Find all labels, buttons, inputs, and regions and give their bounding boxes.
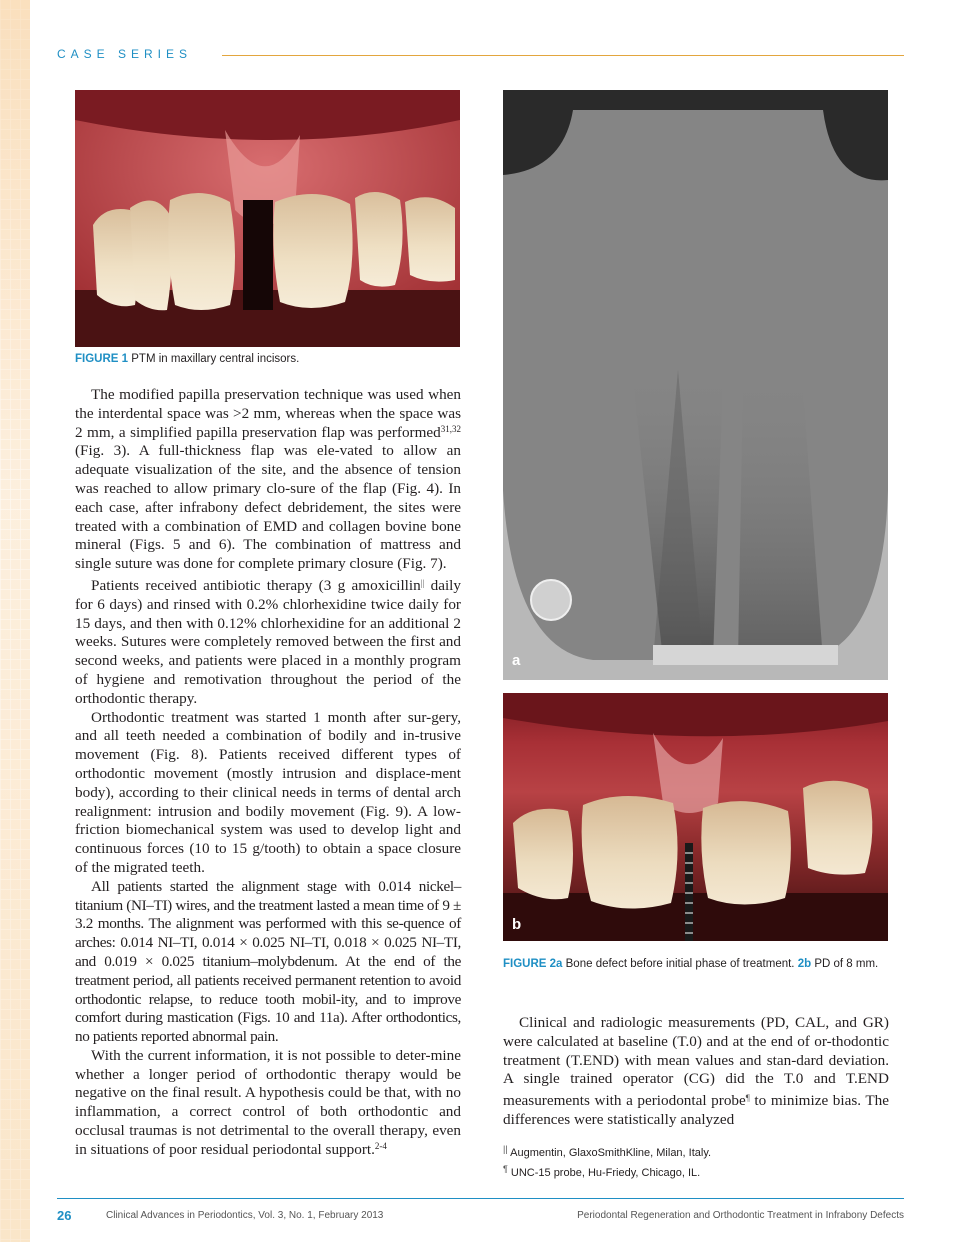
- footnote-mark: ¶: [745, 1093, 750, 1104]
- footnote: [503, 1161, 711, 1181]
- reference-superscript: 31,32: [440, 423, 461, 434]
- paragraph-text: Patients received antibiotic therapy (3 g amoxicillin: [91, 576, 421, 594]
- paragraph-text: The modified papilla preservation technique was used when the interdental space was >2 mm, whereas when the space was 2 mm, a simplified papilla preservation flap was performed: [75, 386, 461, 441]
- figure-1-illustration: [75, 90, 460, 347]
- figure-1-label: FIGURE 1: [75, 353, 129, 365]
- footnote-mark: ||: [420, 577, 425, 588]
- journal-citation: Clinical Advances in Periodontics, Vol. 3, No. 1, February 2013: [106, 1210, 384, 1221]
- figure-2a-illustration: [503, 90, 888, 680]
- figure-1-caption: [75, 353, 299, 365]
- paragraph: [75, 386, 461, 574]
- header-rule: [222, 55, 904, 56]
- figure-2-caption: [503, 958, 878, 970]
- footer-rule: [57, 1198, 904, 1199]
- panel-b-letter: b: [512, 916, 522, 933]
- figure-1-clinical-photo: [75, 90, 460, 347]
- paragraph: [75, 1047, 461, 1160]
- figure-2b-label: 2b: [797, 958, 812, 970]
- paragraph: Orthodontic treatment was started 1 month after sur-gery, and all teeth needed a combination of bodily and in-trusive movement (Fig. 8). Patients received different types of orthodontic movement (mostly intrusion and displace-ment body), according to their clinical needs in terms of dental arch realignment: intrusion and bodily movement (Fig. 9). A low-friction biomechanical system was used to develop light and continuous forces (10 to 15 g/tooth) to obtain a space closure of the migrated teeth.: [75, 708, 461, 876]
- paragraph-text: With the current information, it is not possible to deter-mine whether a longer period of orthodontic therapy would be negative on the final result. A hypothesis could be that, with no inflammation, a correct control of both orthodontic and occlusal traumas is not detrimental to the overall therapy, even in situations of poor residual periodontal support.: [75, 1046, 461, 1158]
- footnote-text: Augmentin, GlaxoSmithKline, Milan, Italy.: [510, 1147, 712, 1159]
- paragraph: All patients started the alignment stage with 0.014 nickel–titanium (NI–TI) wires, and the treatment lasted a mean time of 9 ± 3.2 months. The alignment was performed with this se-quence of arches: 0.014 NI–TI, 0.014 × 0.025 NI–TI, 0.018 × 0.025 NI–TI, and 0.019 × 0.025 titanium–molybdenum. At the end of the treatment period, all patients received permanent retention to avoid orthodontic relapse, to reduce tooth mobil-ity, and to improve comfort during mastication (Figs. 10 and 11a). After orthodontics, no patients reported abnormal pain.: [75, 877, 461, 1046]
- margin-decoration-strip: [0, 0, 30, 1242]
- figure-2a-label: FIGURE 2a: [503, 958, 563, 970]
- figure-2a-caption-text: Bone defect before initial phase of treatment.: [565, 958, 795, 970]
- panel-a-letter: a: [512, 652, 521, 669]
- footnote-text: UNC-15 probe, Hu-Friedy, Chicago, IL.: [510, 1167, 701, 1179]
- left-column-body: [75, 386, 461, 1160]
- footnote-mark: ¶: [503, 1164, 508, 1174]
- footnote: [503, 1141, 711, 1161]
- figure-2b-caption-text: PD of 8 mm.: [814, 958, 879, 970]
- footnotes: [503, 1141, 711, 1181]
- figure-1-caption-text: PTM in maxillary central incisors.: [131, 353, 300, 365]
- paragraph-text: to minimize bias. The differences were statistically analyzed: [503, 1092, 889, 1128]
- right-column-body: [503, 1014, 889, 1130]
- running-title: Periodontal Regeneration and Orthodontic Treatment in Infrabony Defects: [577, 1210, 904, 1221]
- paragraph-text: Clinical and radiologic measurements (PD, CAL, and GR) were calculated at baseline (T.0) and at the end of or-thodontic treatment (T.END) with mean values and stan-dard deviation. A single trained operator (CG) did the T.0 and T.END measurements with a periodontal probe: [503, 1014, 889, 1110]
- paragraph: [503, 1014, 889, 1130]
- figure-2b-clinical-photo: [503, 693, 888, 941]
- figure-2a-radiograph: [503, 90, 888, 680]
- footnote-mark: ||: [503, 1144, 508, 1154]
- page-number: 26: [57, 1208, 72, 1223]
- reference-superscript: 2-4: [374, 1140, 387, 1151]
- paragraph-text: daily for 6 days) and rinsed with 0.2% chlorhexidine twice daily for 15 days, and then with 0.12% chlorhexidine for an additional 2 weeks. Sutures were completely removed between the first and second weeks, and patients were placed in a monthly program of hygiene and remotivation throughout the period of the orthodontic therapy.: [75, 576, 461, 707]
- paragraph: [75, 574, 461, 709]
- paragraph-text: (Fig. 3). A full-thickness flap was ele-vated to allow an adequate visualization of the site, and the absence of tension was reached to allow primary clo-sure of the flap (Fig. 4). In each case, after infrabony defect debridement, the sites were treated with a combination of EMD and collagen bovine bone mineral (Figs. 5 and 6). The combination of mattress and single suture was done for complete primary closure (Fig. 7).: [75, 442, 461, 573]
- section-label: CASE SERIES: [57, 47, 193, 61]
- figure-2b-illustration: [503, 693, 888, 941]
